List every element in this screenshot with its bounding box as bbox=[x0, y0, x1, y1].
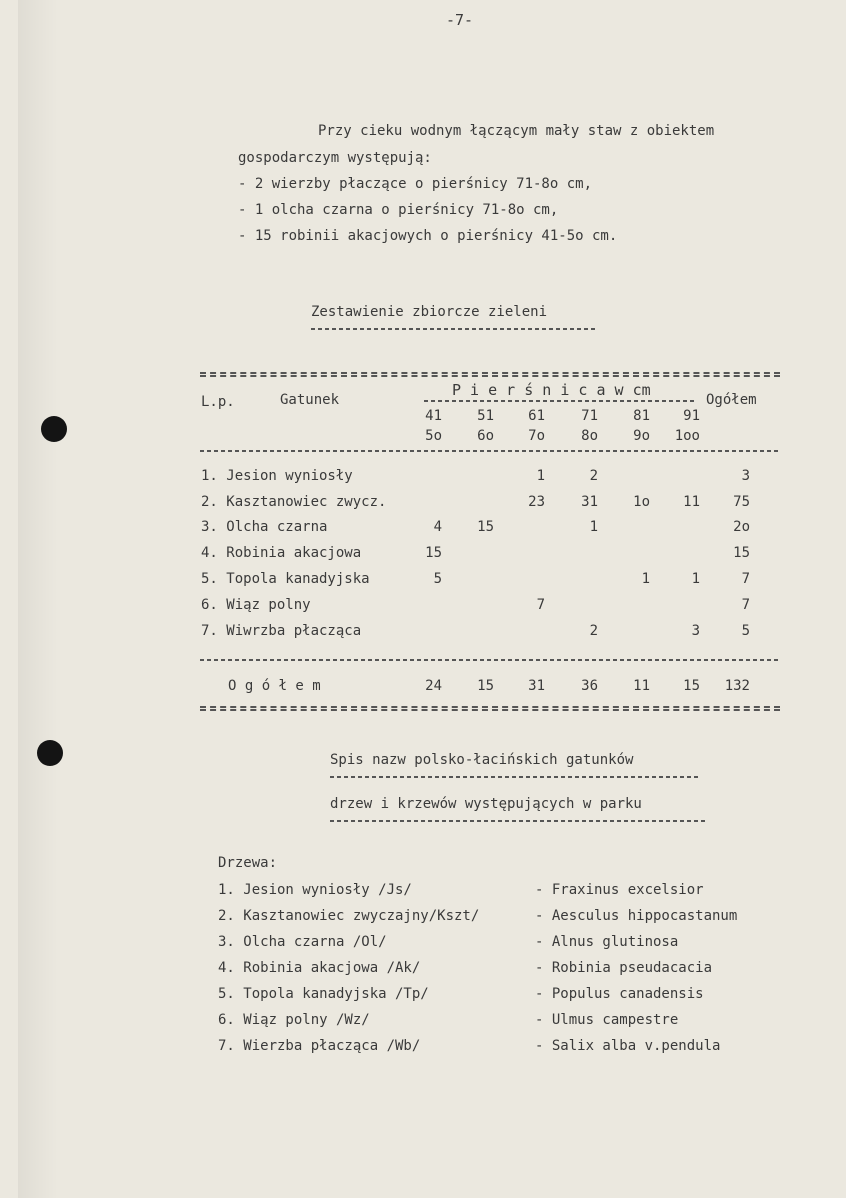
range-to-label: 7o bbox=[528, 428, 545, 444]
range-to-label: 6o bbox=[477, 428, 494, 444]
range-from-label: 71 bbox=[581, 408, 598, 424]
table-row-total: 7 bbox=[741, 571, 750, 587]
tree-latin-name: - Populus canadensis bbox=[535, 986, 704, 1002]
table-cell-value: 23 bbox=[528, 494, 545, 510]
range-from-label: 81 bbox=[633, 408, 650, 424]
range-from-label: 41 bbox=[425, 408, 442, 424]
table-cell-value: 5 bbox=[433, 571, 442, 587]
page-fold-shadow bbox=[18, 0, 58, 1198]
group-header-underline bbox=[424, 400, 696, 402]
intro-line-2: gospodarczym występują: bbox=[238, 150, 432, 166]
tree-latin-name: - Salix alba v.pendula bbox=[535, 1038, 721, 1054]
sum-cell-value: 15 bbox=[683, 678, 700, 694]
list-title-2-underline bbox=[330, 820, 706, 822]
table-cell-value: 11 bbox=[683, 494, 700, 510]
sum-cell-value: 31 bbox=[528, 678, 545, 694]
list-title-2: drzew i krzewów występujących w parku bbox=[330, 796, 642, 812]
table-cell-value: 1 bbox=[641, 571, 650, 587]
table-row-species: 7. Wiwrzba płacząca bbox=[201, 623, 362, 639]
intro-line-1: Przy cieku wodnym łączącym mały staw z obiektem bbox=[318, 123, 715, 139]
list-title-1-underline bbox=[330, 776, 700, 778]
sum-label: O g ó ł e m bbox=[228, 678, 321, 694]
range-to-label: 9o bbox=[633, 428, 650, 444]
sum-cell-value: 24 bbox=[425, 678, 442, 694]
col-species-header: Gatunek bbox=[280, 392, 340, 408]
tree-polish-name: 2. Kasztanowiec zwyczajny/Kszt/ bbox=[218, 908, 480, 924]
table-cell-value: 3 bbox=[691, 623, 700, 639]
table-row-species: 4. Robinia akacjowa bbox=[201, 545, 362, 561]
sum-cell-value: 15 bbox=[477, 678, 494, 694]
table-cell-value: 31 bbox=[581, 494, 598, 510]
range-to-label: 5o bbox=[425, 428, 442, 444]
col-group-header: P i e r ś n i c a w cm bbox=[452, 381, 651, 399]
page-number: -7- bbox=[446, 11, 474, 29]
range-from-label: 61 bbox=[528, 408, 545, 424]
table-row-total: 2o bbox=[733, 519, 750, 535]
table-cell-value: 1 bbox=[536, 468, 545, 484]
table-row-species: 1. Jesion wyniosły bbox=[201, 468, 353, 484]
table-row-total: 15 bbox=[733, 545, 750, 561]
table-cell-value: 15 bbox=[477, 519, 494, 535]
col-lp-header: L.p. bbox=[201, 394, 235, 410]
sum-grand-total: 132 bbox=[724, 678, 750, 694]
table-cell-value: 7 bbox=[536, 597, 545, 613]
table-row-species: 6. Wiąz polny bbox=[201, 597, 311, 613]
intro-item: - 1 olcha czarna o pierśnicy 71-8o cm, bbox=[238, 202, 559, 218]
punch-hole-icon bbox=[37, 740, 63, 766]
table-row-species: 2. Kasztanowiec zwycz. bbox=[201, 494, 387, 510]
tree-polish-name: 1. Jesion wyniosły /Js/ bbox=[218, 882, 412, 898]
tree-latin-name: - Ulmus campestre bbox=[535, 1012, 679, 1028]
tree-latin-name: - Robinia pseudacacia bbox=[535, 960, 713, 976]
sum-cell-value: 36 bbox=[581, 678, 598, 694]
trees-heading: Drzewa: bbox=[218, 855, 278, 871]
range-from-label: 51 bbox=[477, 408, 494, 424]
tree-polish-name: 3. Olcha czarna /Ol/ bbox=[218, 934, 387, 950]
table-row-total: 5 bbox=[741, 623, 750, 639]
table-cell-value: 1o bbox=[633, 494, 650, 510]
header-rule bbox=[200, 450, 780, 452]
tree-polish-name: 6. Wiąz polny /Wz/ bbox=[218, 1012, 370, 1028]
table-top-rule bbox=[200, 372, 780, 377]
table-row-species: 3. Olcha czarna bbox=[201, 519, 328, 535]
intro-item: - 2 wierzby płaczące o pierśnicy 71-8o cm, bbox=[238, 176, 593, 192]
range-from-label: 91 bbox=[683, 408, 700, 424]
tree-polish-name: 4. Robinia akacjowa /Ak/ bbox=[218, 960, 421, 976]
tree-polish-name: 5. Topola kanadyjska /Tp/ bbox=[218, 986, 429, 1002]
punch-hole-icon bbox=[41, 416, 67, 442]
table-cell-value: 15 bbox=[425, 545, 442, 561]
table-row-species: 5. Topola kanadyjska bbox=[201, 571, 370, 587]
table-cell-value: 4 bbox=[433, 519, 442, 535]
tree-latin-name: - Fraxinus excelsior bbox=[535, 882, 704, 898]
summary-title: Zestawienie zbiorcze zieleni bbox=[311, 304, 548, 320]
table-cell-value: 2 bbox=[589, 623, 598, 639]
table-row-total: 3 bbox=[741, 468, 750, 484]
col-total-header: Ogółem bbox=[706, 392, 757, 408]
sum-rule bbox=[200, 659, 780, 661]
title-underline bbox=[311, 328, 595, 330]
tree-latin-name: - Aesculus hippocastanum bbox=[535, 908, 738, 924]
table-row-total: 7 bbox=[741, 597, 750, 613]
table-bottom-rule bbox=[200, 706, 780, 711]
list-title-1: Spis nazw polsko-łacińskich gatunków bbox=[330, 752, 634, 768]
table-cell-value: 2 bbox=[589, 468, 598, 484]
table-cell-value: 1 bbox=[589, 519, 598, 535]
sum-cell-value: 11 bbox=[633, 678, 650, 694]
tree-latin-name: - Alnus glutinosa bbox=[535, 934, 679, 950]
tree-polish-name: 7. Wierzba płacząca /Wb/ bbox=[218, 1038, 421, 1054]
table-row-total: 75 bbox=[733, 494, 750, 510]
table-cell-value: 1 bbox=[691, 571, 700, 587]
range-to-label: 1oo bbox=[674, 428, 700, 444]
intro-item: - 15 robinii akacjowych o pierśnicy 41-5o cm. bbox=[238, 228, 618, 244]
range-to-label: 8o bbox=[581, 428, 598, 444]
